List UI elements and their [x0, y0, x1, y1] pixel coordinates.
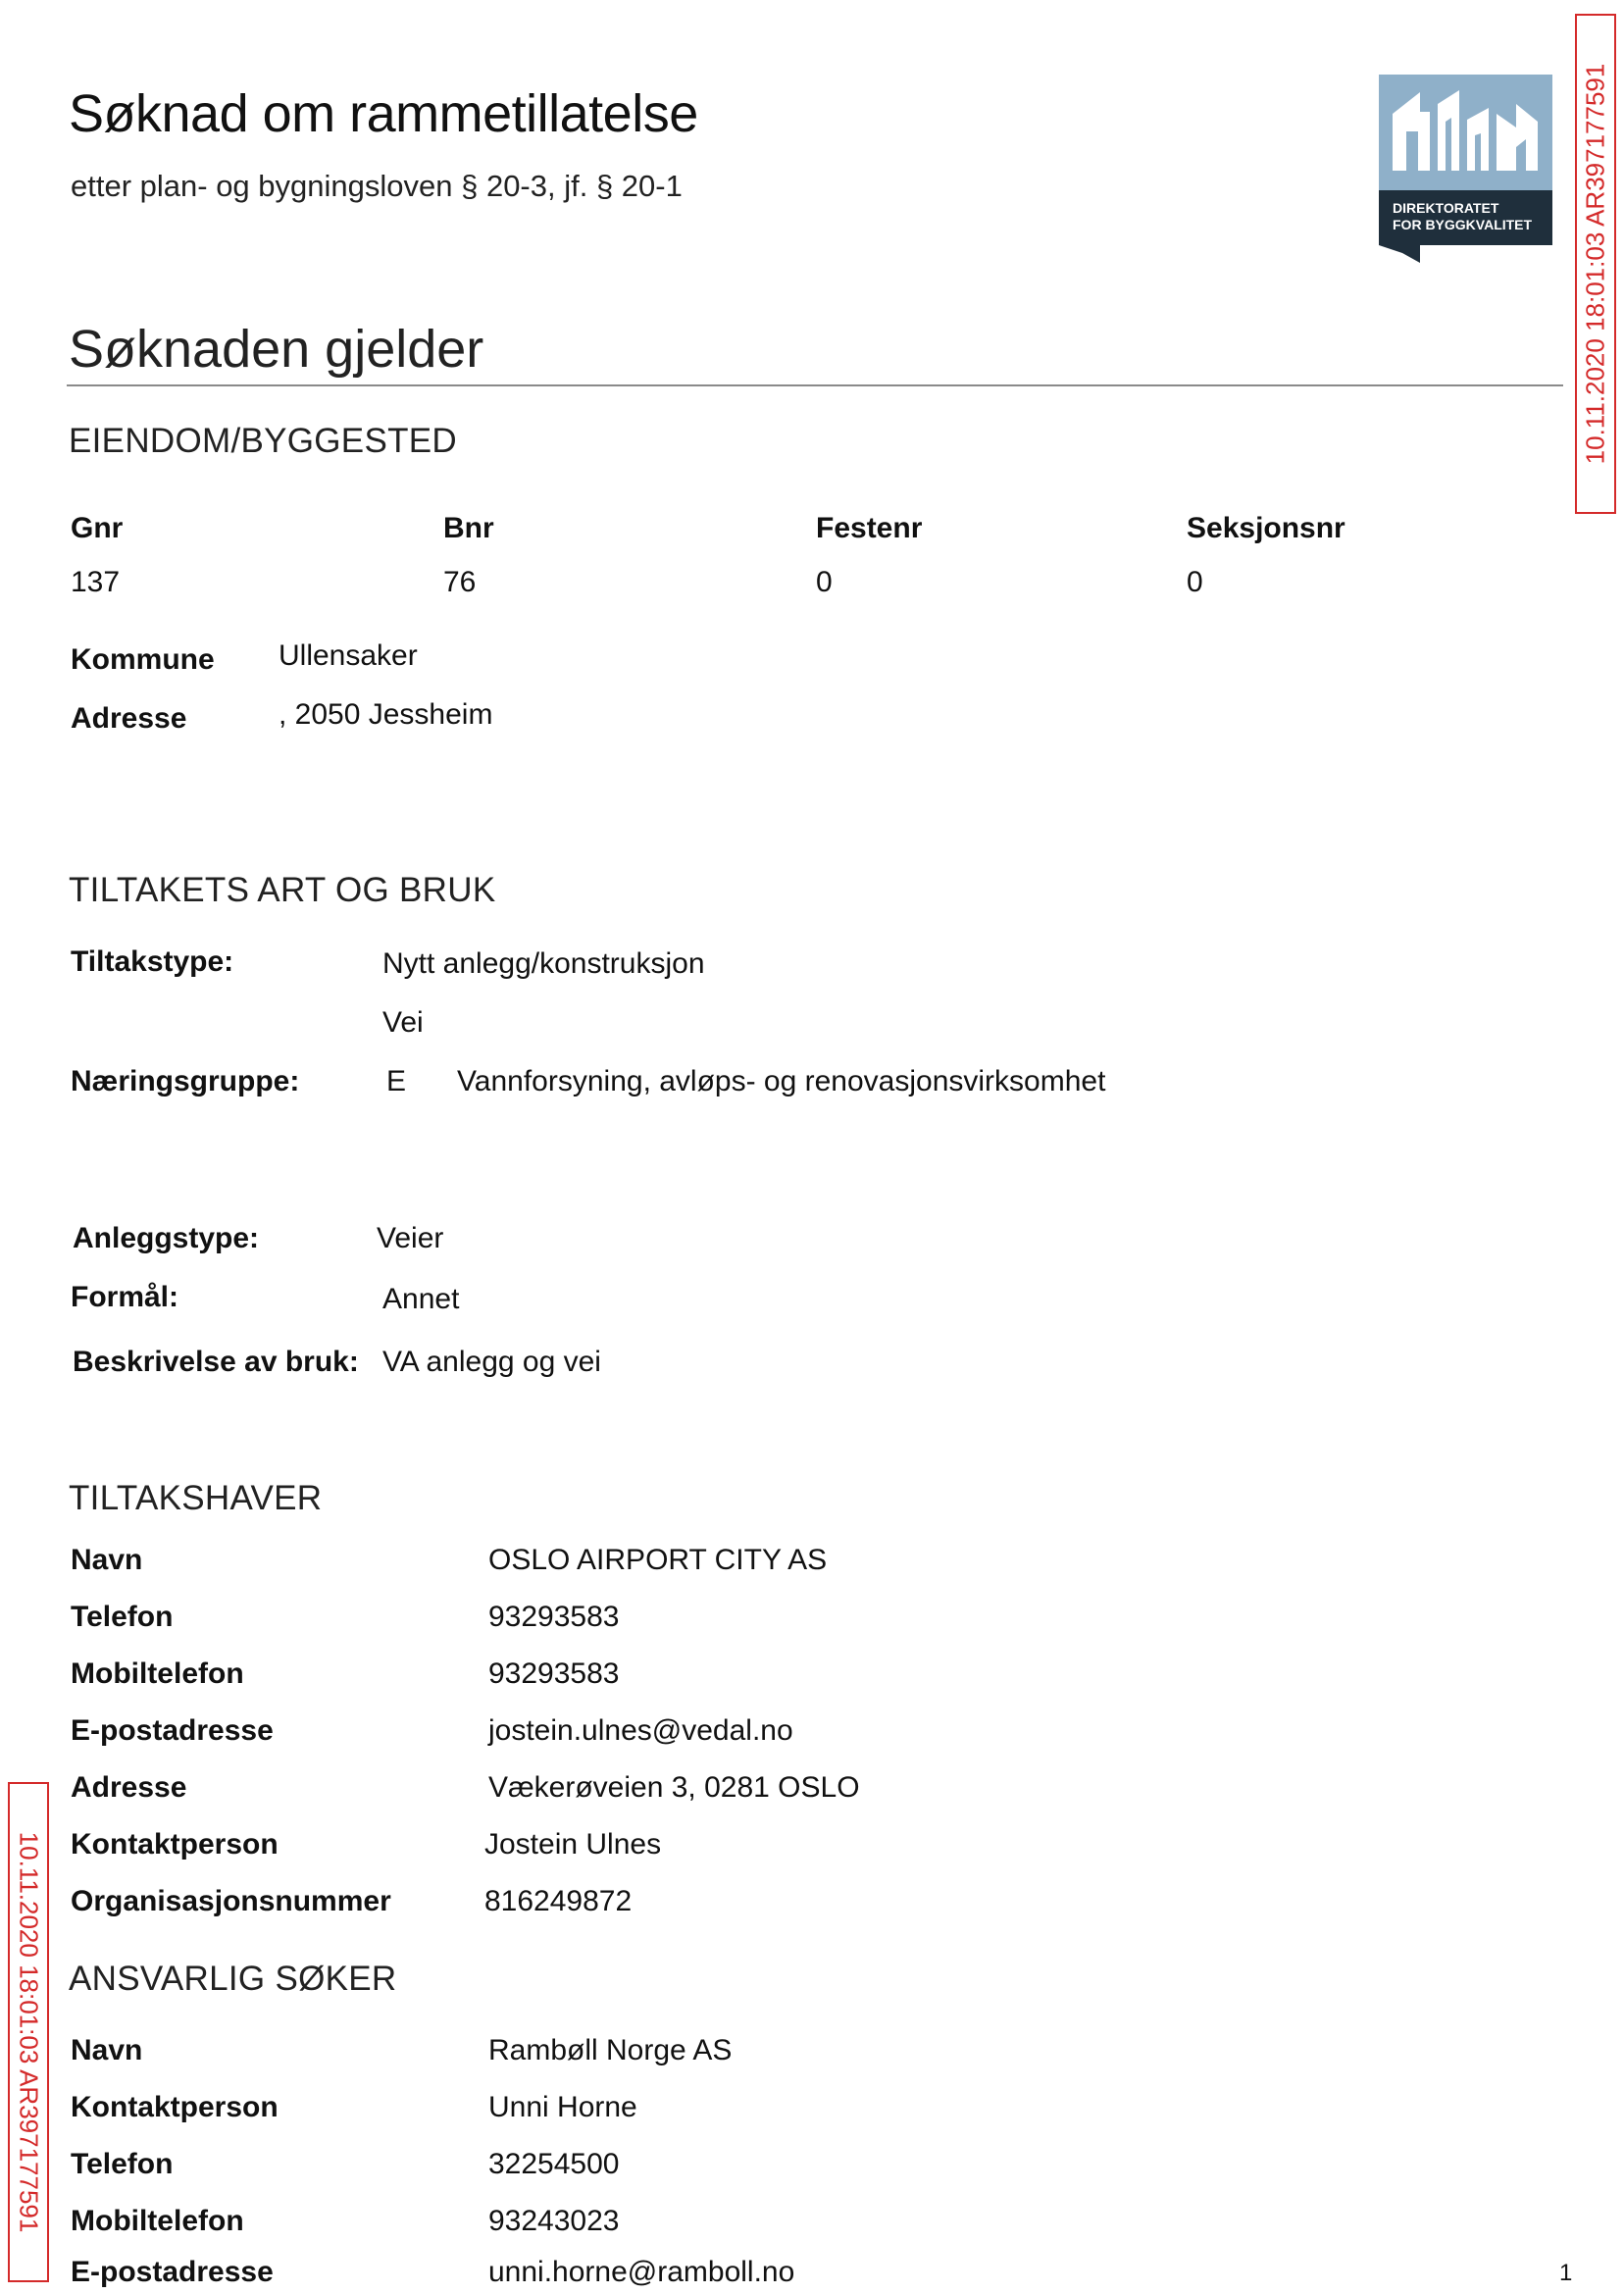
- festenr-value: 0: [816, 566, 833, 598]
- adresse-label: Adresse: [71, 702, 187, 735]
- tiltakshaver-orgnr-value: 816249872: [484, 1885, 633, 1917]
- naeringsgruppe-label: Næringsgruppe:: [71, 1065, 300, 1097]
- naeringsgruppe-code: E: [386, 1065, 407, 1097]
- subsection-heading-tiltakshaver: TILTAKSHAVER: [69, 1479, 323, 1517]
- tiltakshaver-kontakt-label: Kontaktperson: [71, 1828, 279, 1861]
- document-title: Søknad om rammetillatelse: [69, 84, 698, 143]
- receipt-stamp-right: [1575, 14, 1616, 514]
- gnr-label: Gnr: [71, 512, 124, 544]
- stamp-text: 10.11.2020 18:01:03 AR397177591: [14, 1831, 44, 2233]
- tiltakstype-value: Nytt anlegg/konstruksjon: [382, 947, 705, 980]
- anleggstype-label: Anleggstype:: [73, 1222, 260, 1254]
- soker-navn-value: Rambøll Norge AS: [488, 2034, 733, 2066]
- kommune-value: Ullensaker: [279, 639, 418, 672]
- soker-telefon-value: 32254500: [488, 2148, 620, 2180]
- beskrivelse-value: VA anlegg og vei: [382, 1346, 601, 1378]
- seksjonsnr-label: Seksjonsnr: [1187, 512, 1345, 544]
- formal-value: Annet: [382, 1283, 460, 1315]
- logo-text-line1: DIREKTORATET: [1393, 200, 1499, 216]
- naeringsgruppe-value: Vannforsyning, avløps- og renovasjonsvirksomhet: [457, 1065, 1106, 1097]
- tiltakshaver-navn-value: OSLO AIRPORT CITY AS: [488, 1544, 828, 1576]
- logo-text-line2: FOR BYGGKVALITET: [1393, 217, 1533, 232]
- subsection-heading-tiltakets-art: TILTAKETS ART OG BRUK: [69, 871, 496, 909]
- tiltakshaver-adresse-label: Adresse: [71, 1771, 187, 1804]
- document-subtitle: etter plan- og bygningsloven § 20-3, jf. § 20-1: [71, 169, 683, 203]
- tiltakshaver-adresse-value: Vækerøveien 3, 0281 OSLO: [488, 1771, 860, 1804]
- subsection-heading-ansvarlig-soker: ANSVARLIG SØKER: [69, 1960, 397, 1998]
- anleggstype-value: Veier: [377, 1222, 444, 1254]
- section-heading: Søknaden gjelder: [69, 320, 484, 379]
- tiltakstype-value-2: Vei: [382, 1006, 424, 1039]
- soker-epost-value: unni.horne@ramboll.no: [488, 2256, 795, 2288]
- kommune-label: Kommune: [71, 643, 215, 676]
- tiltakshaver-epost-value: jostein.ulnes@vedal.no: [488, 1714, 793, 1747]
- bnr-value: 76: [443, 566, 477, 598]
- tiltakshaver-mobil-label: Mobiltelefon: [71, 1657, 244, 1690]
- soker-kontakt-value: Unni Horne: [488, 2091, 637, 2123]
- bnr-label: Bnr: [443, 512, 494, 544]
- seksjonsnr-value: 0: [1187, 566, 1203, 598]
- gnr-value: 137: [71, 566, 121, 598]
- soker-kontakt-label: Kontaktperson: [71, 2091, 279, 2123]
- receipt-stamp-left: [8, 1782, 49, 2282]
- tiltakshaver-kontakt-value: Jostein Ulnes: [484, 1828, 662, 1861]
- tiltakshaver-telefon-label: Telefon: [71, 1601, 174, 1633]
- formal-label: Formål:: [71, 1281, 179, 1313]
- adresse-value: , 2050 Jessheim: [279, 698, 493, 731]
- festenr-label: Festenr: [816, 512, 923, 544]
- logo-ribbon: [1379, 245, 1420, 263]
- soker-navn-label: Navn: [71, 2034, 143, 2066]
- tiltakshaver-orgnr-label: Organisasjonsnummer: [71, 1885, 391, 1917]
- subsection-heading-eiendom: EIENDOM/BYGGESTED: [69, 422, 457, 460]
- section-divider: [67, 384, 1563, 386]
- page-number: 1: [1559, 2260, 1573, 2286]
- dibk-logo: [1379, 75, 1552, 263]
- soker-mobil-value: 93243023: [488, 2205, 620, 2237]
- tiltakstype-label: Tiltakstype:: [71, 945, 234, 978]
- soker-epost-label: E-postadresse: [71, 2256, 274, 2288]
- tiltakshaver-mobil-value: 93293583: [488, 1657, 620, 1690]
- stamp-text: 10.11.2020 18:01:03 AR397177591: [1580, 63, 1610, 465]
- soker-mobil-label: Mobiltelefon: [71, 2205, 244, 2237]
- tiltakshaver-epost-label: E-postadresse: [71, 1714, 274, 1747]
- tiltakshaver-navn-label: Navn: [71, 1544, 143, 1576]
- beskrivelse-label: Beskrivelse av bruk:: [73, 1346, 359, 1378]
- tiltakshaver-telefon-value: 93293583: [488, 1601, 620, 1633]
- soker-telefon-label: Telefon: [71, 2148, 174, 2180]
